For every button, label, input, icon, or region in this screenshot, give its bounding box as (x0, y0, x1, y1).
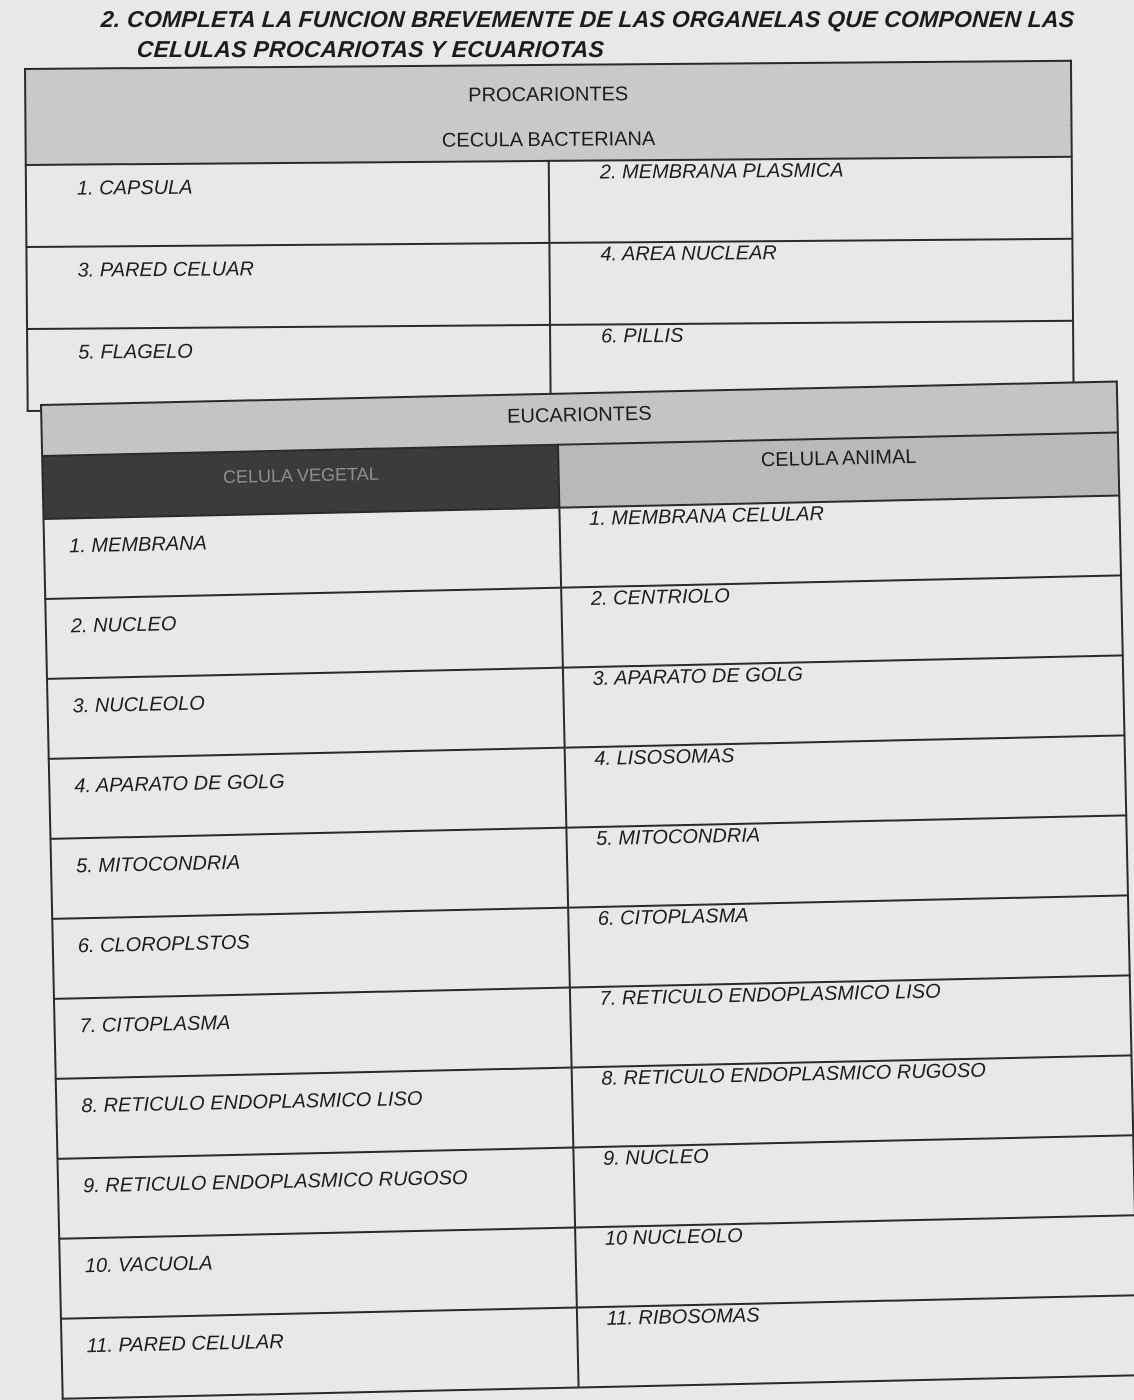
title-line-1: 2. COMPLETA LA FUNCION BREVEMENTE DE LAS ORGANELAS QUE COMPONEN LAS (100, 6, 1076, 32)
prokaryote-cell[interactable]: 1. CAPSULA (26, 161, 550, 247)
animal-organelle-cell[interactable]: 4. LISOSOMAS (565, 735, 1126, 827)
plant-cell-header: CELULA VEGETAL (42, 445, 560, 519)
bacteria-cell-header: CECULA BACTERIANA (25, 123, 1071, 165)
animal-organelle-cell[interactable]: 5. MITOCONDRIA (567, 815, 1128, 907)
plant-organelle-cell[interactable]: 5. MITOCONDRIA (50, 828, 568, 919)
plant-organelle-cell[interactable]: 1. MEMBRANA (44, 508, 562, 599)
animal-cell-header: CELULA ANIMAL (558, 432, 1119, 507)
prokaryote-header: PROCARIONTES (25, 61, 1071, 131)
animal-organelle-cell[interactable]: 11. RIBOSOMAS (577, 1295, 1134, 1387)
prokaryote-cell[interactable]: 2. MEMBRANA PLASMICA (549, 157, 1073, 243)
plant-organelle-cell[interactable]: 6. CLOROPLSTOS (52, 908, 570, 999)
plant-organelle-cell[interactable]: 9. RETICULO ENDOPLASMICO RUGOSO (57, 1148, 575, 1239)
plant-organelle-cell[interactable]: 8. RETICULO ENDOPLASMICO LISO (56, 1068, 574, 1159)
plant-organelle-cell[interactable]: 11. PARED CELULAR (61, 1307, 579, 1398)
animal-organelle-cell[interactable]: 3. APARATO DE GOLG (563, 655, 1124, 747)
plant-organelle-cell[interactable]: 7. CITOPLASMA (54, 988, 572, 1079)
prokaryote-cell[interactable]: 6. PILLIS (550, 321, 1074, 407)
plant-organelle-cell[interactable]: 10. VACUOLA (59, 1228, 577, 1319)
eukaryote-header: EUCARIONTES (41, 382, 1118, 456)
title-line-2: CELULAS PROCARIOTAS Y ECUARIOTAS (136, 36, 606, 62)
eukaryote-table (40, 380, 1134, 1399)
prokaryote-cell[interactable]: 4. AREA NUCLEAR (549, 239, 1073, 325)
prokaryote-cell[interactable]: 3. PARED CELUAR (26, 243, 550, 329)
plant-organelle-cell[interactable]: 2. NUCLEO (45, 588, 563, 679)
animal-organelle-cell[interactable]: 10 NUCLEOLO (576, 1215, 1134, 1307)
plant-organelle-cell[interactable]: 4. APARATO DE GOLG (49, 748, 567, 839)
animal-organelle-cell[interactable]: 1. MEMBRANA CELULAR (560, 495, 1121, 587)
worksheet-title (98, 4, 1102, 64)
prokaryote-cell[interactable]: 5. FLAGELO (27, 325, 551, 411)
animal-organelle-cell[interactable]: 6. CITOPLASMA (569, 895, 1130, 987)
plant-organelle-cell[interactable]: 3. NUCLEOLO (47, 668, 565, 759)
animal-organelle-cell[interactable]: 2. CENTRIOLO (562, 575, 1123, 667)
animal-organelle-cell[interactable]: 9. NUCLEO (574, 1135, 1134, 1227)
animal-organelle-cell[interactable]: 8. RETICULO ENDOPLASMICO RUGOSO (572, 1055, 1133, 1147)
animal-organelle-cell[interactable]: 7. RETICULO ENDOPLASMICO LISO (570, 975, 1131, 1067)
prokaryote-table (24, 60, 1075, 412)
